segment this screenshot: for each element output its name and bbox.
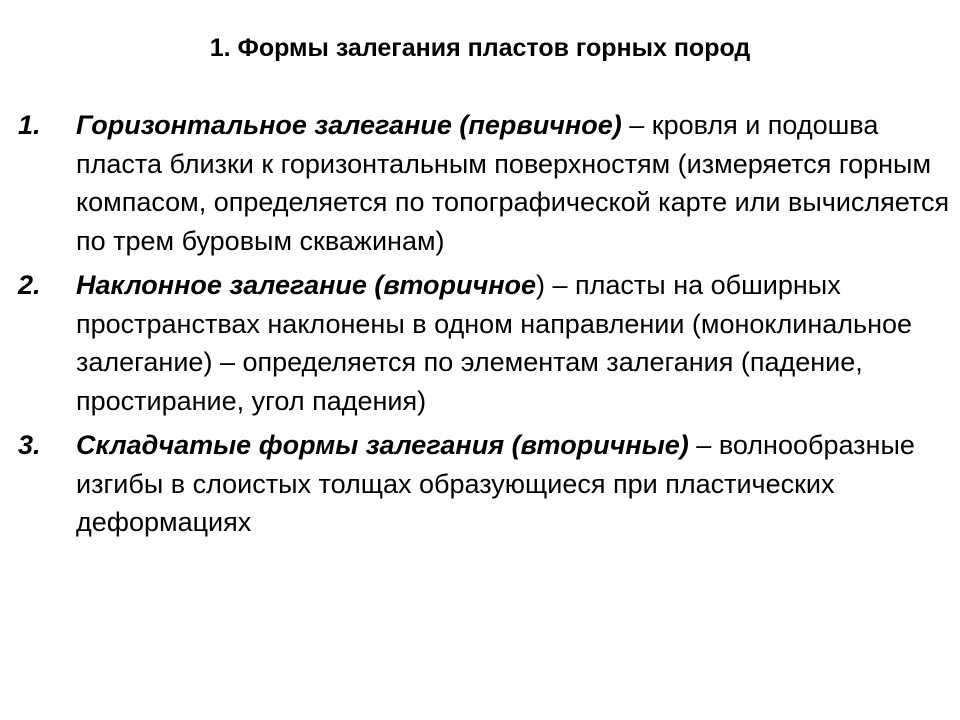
item-description: ) – пласты на обширных пространствах наклонены в одном направлении (моноклинальное залегание) – определяется по элементам залегания (падение, простирание, угол падения) [76, 270, 913, 416]
item-number: 3. [18, 430, 41, 460]
list-item [18, 266, 953, 420]
item-term: Горизонтальное залегание (первичное) [76, 110, 622, 140]
item-description: – кровля и подошва пласта близки к горизонтальным поверхностям (измеряется горным компасом, определяется по топографической карте или вычисляется по трем буровым скважинам) [76, 110, 950, 256]
list-item [18, 106, 953, 260]
item-number: 1. [18, 110, 41, 140]
item-description: – волнообразные изгибы в слоистых толщах образующиеся при пластических деформациях [76, 430, 915, 537]
item-term: Складчатые формы залегания (вторичные) [76, 430, 689, 460]
item-term: Наклонное залегание (вторичное [76, 270, 537, 300]
list-item [18, 426, 953, 542]
slide-title: 1. Формы залегания пластов горных пород [209, 34, 751, 62]
forms-list [18, 106, 953, 548]
item-number: 2. [18, 270, 41, 300]
